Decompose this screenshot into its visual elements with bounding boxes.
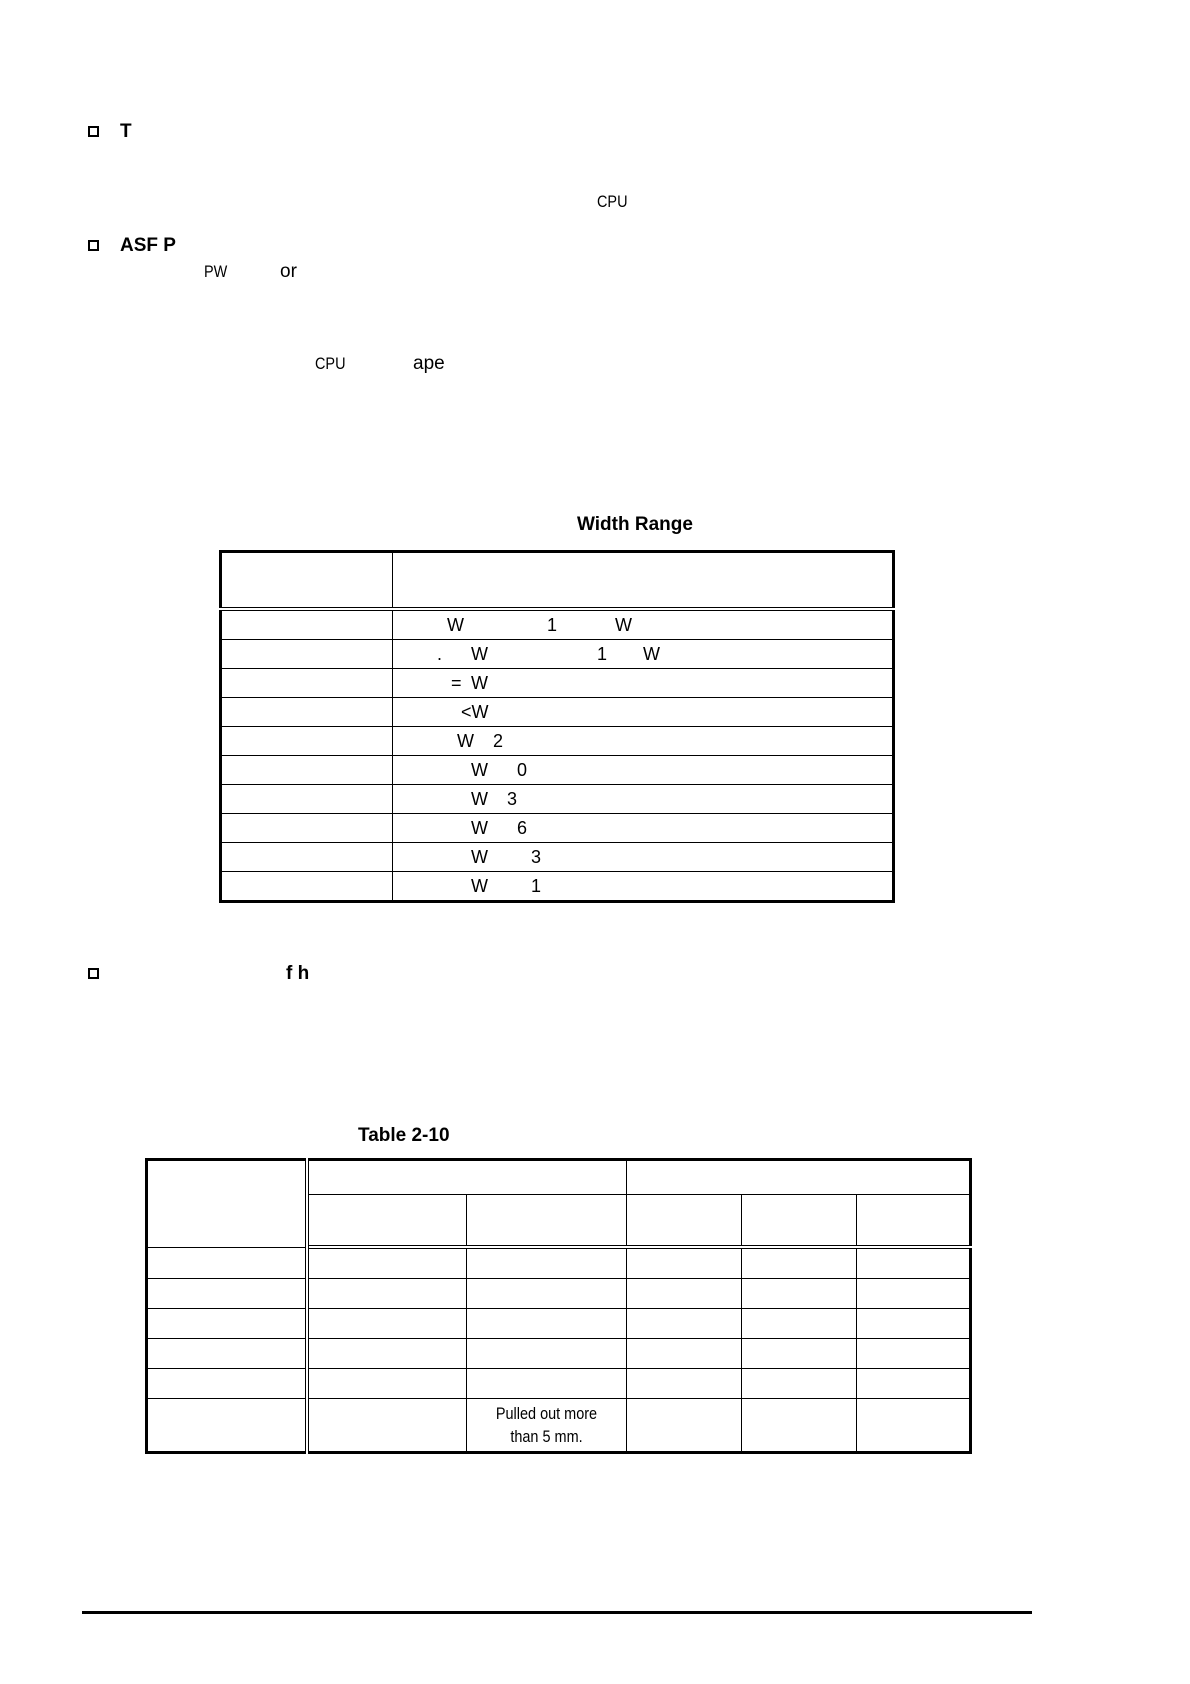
table-cell-pulled-out (467, 1399, 627, 1453)
table-cell (393, 669, 894, 698)
table-cell (147, 1399, 307, 1453)
checkbox-icon (88, 240, 99, 251)
cell-fragment: 1 (547, 615, 558, 635)
table-cell (857, 1247, 971, 1279)
table-header-cell (147, 1160, 307, 1248)
table-cell (221, 843, 393, 872)
table-row (147, 1247, 971, 1279)
cell-fragment: <W (461, 702, 489, 722)
checkbox-icon (88, 126, 99, 137)
table-cell (857, 1339, 971, 1369)
cell-text-line: than 5 mm. (510, 1427, 583, 1446)
cell-fragment: W (447, 615, 464, 635)
table-row (221, 814, 894, 843)
table-cell (467, 1247, 627, 1279)
table-cell (742, 1309, 857, 1339)
cell-fragment: 1 (597, 644, 608, 664)
table-cell (742, 1369, 857, 1399)
cell-text-line: Pulled out more (495, 1404, 598, 1423)
footer-divider (82, 1611, 1032, 1614)
table-cell (307, 1247, 467, 1279)
cell-fragment: W (615, 615, 632, 635)
cell-fragment: W (471, 818, 488, 838)
table-header-cell (393, 552, 894, 610)
cell-fragment: W (643, 644, 660, 664)
width-range-table (219, 550, 895, 903)
table-cell (627, 1369, 742, 1399)
table-cell (393, 756, 894, 785)
cell-fragment: 2 (493, 731, 504, 751)
table-cell (467, 1279, 627, 1309)
cell-fragment: W (471, 876, 488, 896)
table-cell (147, 1339, 307, 1369)
table-row (147, 1309, 971, 1339)
cell-fragment: . (437, 644, 443, 664)
table-row (147, 1279, 971, 1309)
table-cell (627, 1309, 742, 1339)
cell-fragment: = (451, 673, 462, 693)
table-cell (147, 1247, 307, 1279)
text-fragment-pw: PW (204, 262, 228, 281)
table-cell (742, 1339, 857, 1369)
table-cell (467, 1309, 627, 1339)
text-fragment-cpu: CPU (597, 192, 628, 211)
cell-fragment: 3 (507, 789, 518, 809)
cell-fragment: W (471, 673, 488, 693)
table-cell (742, 1247, 857, 1279)
text-fragment-or: or (280, 261, 297, 282)
table-row (221, 872, 894, 902)
cell-fragment: W (471, 789, 488, 809)
table-row (221, 785, 894, 814)
table-cell (467, 1369, 627, 1399)
table-cell (627, 1247, 742, 1279)
cell-fragment: 3 (531, 847, 542, 867)
table-header-cell (627, 1195, 742, 1248)
table-cell (627, 1399, 742, 1453)
table-cell (147, 1369, 307, 1399)
table-row (221, 843, 894, 872)
table-cell (147, 1279, 307, 1309)
table-cell (393, 727, 894, 756)
table-cell (221, 727, 393, 756)
section-heading-asf: ASF P (120, 235, 176, 256)
table-cell (742, 1399, 857, 1453)
table-caption: Table 2-10 (358, 1125, 450, 1146)
table-cell (467, 1339, 627, 1369)
table-row (147, 1339, 971, 1369)
table-header-cell (742, 1195, 857, 1248)
table-cell (221, 698, 393, 727)
table-cell (307, 1399, 467, 1453)
table-cell (393, 640, 894, 669)
table-row (221, 609, 894, 640)
table-header-cell (857, 1195, 971, 1248)
cell-fragment: W (471, 847, 488, 867)
table-cell (393, 785, 894, 814)
section-heading-t: T (120, 121, 132, 142)
cell-fragment: W (457, 731, 474, 751)
table-cell (307, 1339, 467, 1369)
table-row (221, 640, 894, 669)
table-cell (221, 785, 393, 814)
table-cell (857, 1279, 971, 1309)
cell-fragment: 6 (517, 818, 528, 838)
table-cell (393, 698, 894, 727)
table-cell (221, 872, 393, 902)
table-cell (221, 609, 393, 640)
table-header-cell (467, 1195, 627, 1248)
table-cell (221, 669, 393, 698)
table-header-cell (307, 1195, 467, 1248)
table-cell (393, 609, 894, 640)
cell-fragment: 1 (531, 876, 542, 896)
table-cell (393, 872, 894, 902)
table-cell (857, 1369, 971, 1399)
table-row (147, 1369, 971, 1399)
table-cell (221, 640, 393, 669)
section-heading-f-h: f h (286, 963, 310, 984)
table-cell (627, 1279, 742, 1309)
table-row (221, 727, 894, 756)
cell-fragment: W (471, 644, 488, 664)
table-row (221, 756, 894, 785)
table-cell (857, 1309, 971, 1339)
table-cell (307, 1369, 467, 1399)
checkbox-icon (88, 968, 99, 979)
table-row (147, 1399, 971, 1453)
detection-table (145, 1158, 972, 1454)
table-row (221, 698, 894, 727)
table-header-cell (221, 552, 393, 610)
table-cell (857, 1399, 971, 1453)
table-cell (393, 843, 894, 872)
table-cell (221, 756, 393, 785)
table-cell (627, 1339, 742, 1369)
cell-fragment: W (471, 760, 488, 780)
text-fragment-ape: ape (413, 353, 445, 374)
table-caption: Width Range (577, 514, 693, 535)
table-cell (393, 814, 894, 843)
table-header-cell (627, 1160, 971, 1195)
table-cell (221, 814, 393, 843)
table-cell (742, 1279, 857, 1309)
table-cell (147, 1309, 307, 1339)
table-header-cell (307, 1160, 627, 1195)
table-cell (307, 1279, 467, 1309)
table-row (221, 669, 894, 698)
cell-fragment: 0 (517, 760, 528, 780)
table-cell (307, 1309, 467, 1339)
text-fragment-cpu: CPU (315, 354, 346, 373)
